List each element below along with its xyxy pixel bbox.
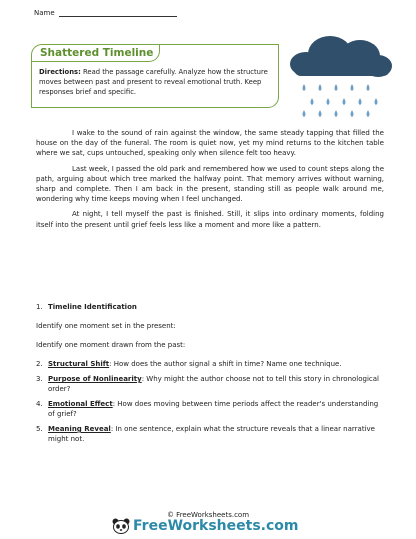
- directions-text: Read the passage carefully. Analyze how the structure moves between past and present to reveal emotional truth. Keep responses brief and specific.: [39, 68, 268, 96]
- question-3: [36, 374, 384, 394]
- copyright-url[interactable]: © FreeWorksheets.com: [166, 511, 250, 519]
- question-1-title: Timeline Identification: [48, 303, 137, 311]
- passage-paragraph-3: At night, I tell myself the past is finished. Still, it slips into ordinary moments, folding itself into the present until grief feels less like a moment and more like a pattern.: [36, 210, 384, 229]
- name-label: Name: [34, 9, 55, 17]
- rain-cloud-icon: [280, 34, 400, 122]
- question-1-line-1: Identify one moment set in the present:: [36, 322, 176, 330]
- directions: [39, 67, 275, 97]
- question-1-line-2: Identify one moment drawn from the past:: [36, 341, 186, 349]
- question-4: [36, 399, 384, 419]
- worksheet-title: Shattered Timeline: [40, 47, 154, 59]
- question-1-number: 1.: [36, 303, 43, 311]
- question-1: [36, 302, 384, 312]
- passage-paragraph-2: Last week, I passed the old park and remembered how we used to count steps along the path, arguing about which tree marked the halfway point. That memory arrives without warning, sharp and complete. Then I am back in the present, standing still as people walk around me, wondering why time keeps moving when I feel unchanged.: [36, 164, 384, 204]
- directions-label: Directions:: [39, 68, 81, 76]
- question-4-title: Emotional Effect: [48, 400, 113, 408]
- header-box: [31, 44, 279, 108]
- question-5-number: 5.: [36, 425, 43, 433]
- brand-free: Free: [133, 518, 168, 534]
- name-field-row: [34, 9, 177, 17]
- question-4-number: 4.: [36, 400, 43, 408]
- question-5: [36, 424, 384, 444]
- question-5-title: Meaning Reveal: [48, 425, 111, 433]
- passage-paragraph-1: I wake to the sound of rain against the window, the same steady tapping that filled the house on the day of the funeral. The room is quiet now, yet my mind returns to the kitchen table where we sat, cups untouched, speaking only when silence felt too heavy.: [36, 129, 384, 158]
- questions-section: [36, 302, 384, 444]
- reading-passage: [36, 128, 384, 235]
- panda-logo-icon: [112, 518, 130, 534]
- question-3-text: : Why might the author choose not to tell this story in chronological order?: [48, 375, 380, 393]
- brand-wordmark[interactable]: [133, 518, 298, 534]
- question-2: [36, 359, 384, 369]
- question-5-text: : In one sentence, explain what the structure reveals that a linear narrative might not.: [48, 425, 375, 443]
- question-2-title: Structural Shift: [48, 360, 110, 368]
- question-3-number: 3.: [36, 375, 43, 383]
- cloud-shape: [290, 36, 392, 77]
- question-2-number: 2.: [36, 360, 43, 368]
- raindrops: [303, 84, 378, 117]
- question-2-text: : How does the author signal a shift in time? Name one technique.: [109, 360, 342, 368]
- name-line[interactable]: [59, 9, 177, 17]
- question-4-text: : How does moving between time periods affect the reader's understanding of grief?: [48, 400, 379, 418]
- brand-worksheets: Worksheets.com: [167, 518, 299, 534]
- footer-logo: [112, 518, 298, 534]
- question-3-title: Purpose of Nonlinearity: [48, 375, 142, 383]
